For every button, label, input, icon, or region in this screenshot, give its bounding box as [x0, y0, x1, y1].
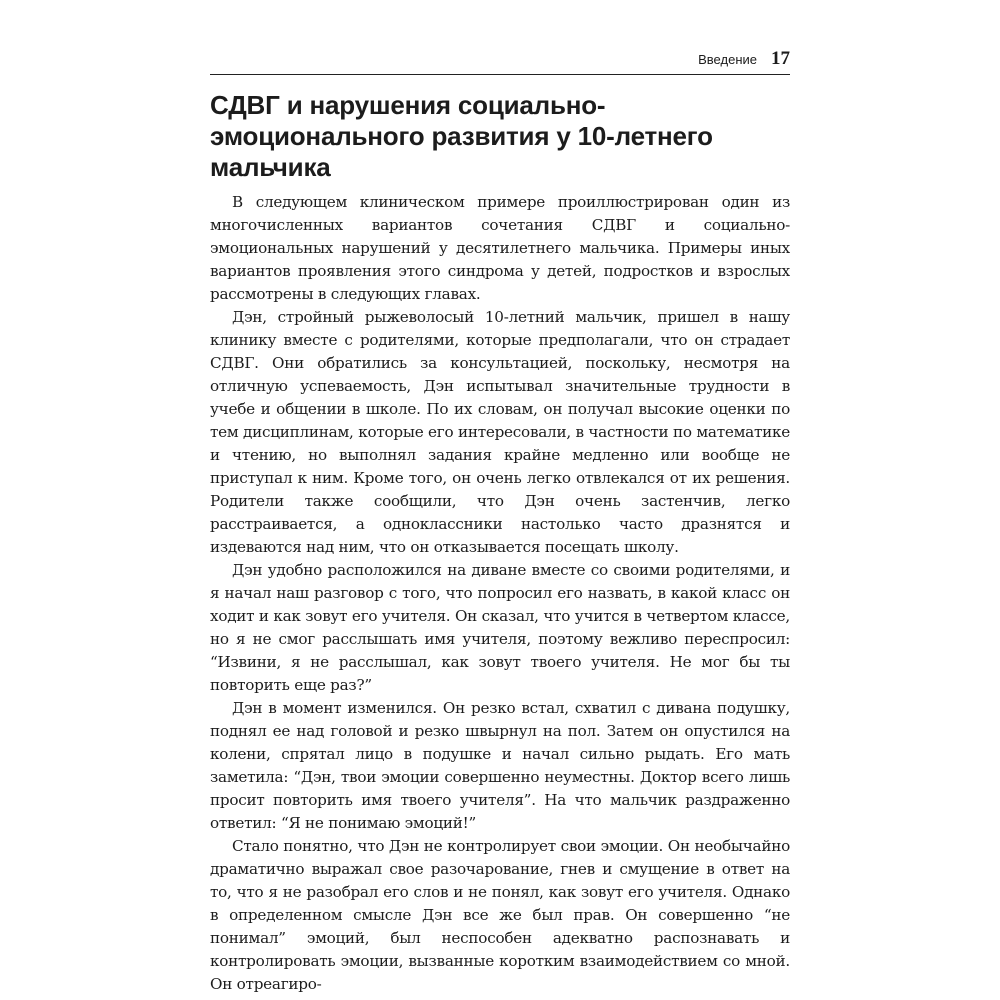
paragraph-5: Стало понятно, что Дэн не контролирует свои эмоции. Он необычайно драматично выражал свое разочарование, гнев и смущение в ответ на то, что я не разобрал его слов и не понял, как зовут его учителя. Однако в определенном смысле Дэн все же был прав. Он совершенно “не понимал” эмоций, был неспособен адекватно распознавать и контролировать эмоции, вызванные коротким взаимодействием со мной. Он отреагиро- [210, 837, 790, 993]
running-head [210, 48, 790, 75]
running-head-section: Введение [698, 52, 757, 67]
paragraph-3: Дэн удобно расположился на диване вместе со своими родителями, и я начал наш разговор с того, что попросил его назвать, в какой класс он ходит и как зовут его учителя. Он сказал, что учится в четвертом классе, но я не смог расслышать имя учителя, поэтому вежливо переспросил: “Извини, я не расслышал, как зовут твоего учителя. Не мог бы ты повторить еще раз?” [210, 561, 790, 694]
paragraph-4: Дэн в момент изменился. Он резко встал, схватил с дивана подушку, поднял ее над головой и резко швырнул на пол. Затем он опустился на колени, спрятал лицо в подушке и начал сильно рыдать. Его мать заметила: “Дэн, твои эмоции совершенно неуместны. Доктор всего лишь просит повторить имя твоего учителя”. На что мальчик раздраженно ответил: “Я не понимаю эмоций!” [210, 699, 790, 832]
book-page [210, 48, 790, 993]
paragraph-1: В следующем клиническом примере проиллюстрирован один из многочисленных вариантов сочетания СДВГ и социально-эмоциональных нарушений у десятилетнего мальчика. Примеры иных вариантов проявления этого синдрома у детей, подростков и взрослых рассмотрены в следующих главах. [210, 193, 790, 303]
page-number: 17 [771, 48, 790, 69]
section-title: СДВГ и нарушения социально-эмоционального развития у 10-летнего мальчика [210, 90, 713, 182]
paragraph-2: Дэн, стройный рыжеволосый 10-летний мальчик, пришел в нашу клинику вместе с родителями, которые предполагали, что он страдает СДВГ. Они обратились за консультацией, поскольку, несмотря на отличную успеваемость, Дэн испытывал значительные трудности в учебе и общении в школе. По их словам, он получал высокие оценки по тем дисциплинам, которые его интересовали, в частности по математике и чтению, но выполнял задания крайне медленно или вообще не приступал к ним. Кроме того, он очень легко отвлекался от их решения. Родители также сообщили, что Дэн очень застенчив, легко расстраивается, а одноклассники настолько часто дразнятся и издеваются над ним, что он отказывается посещать школу. [210, 308, 790, 556]
